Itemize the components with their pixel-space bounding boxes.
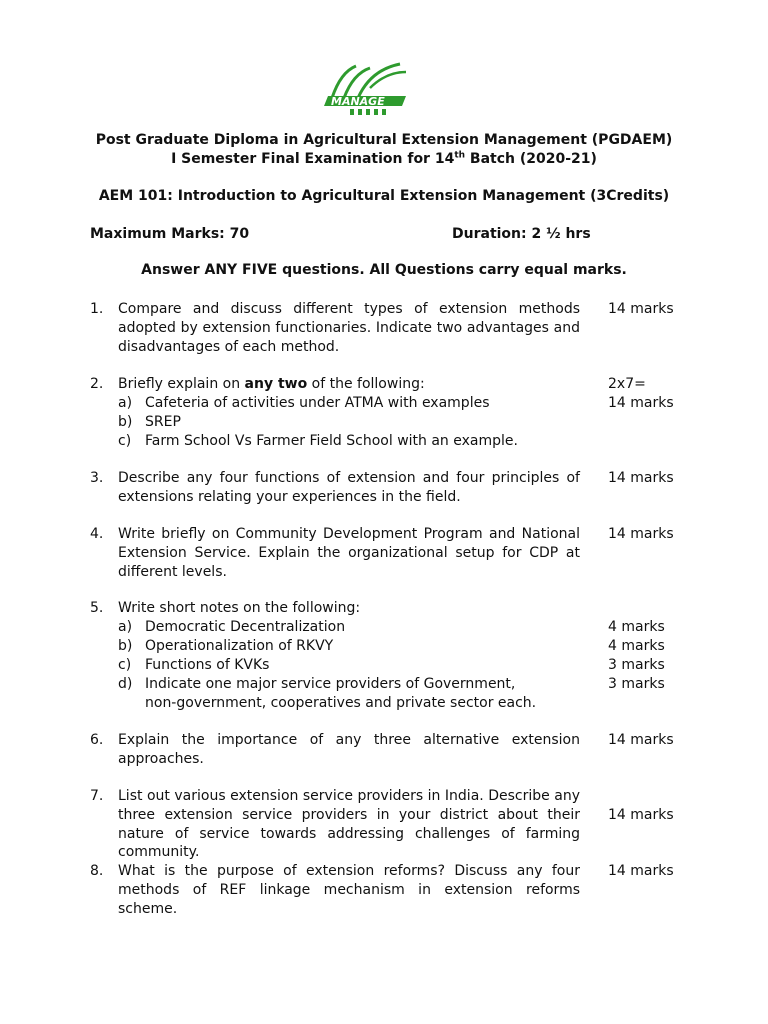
question-marks: 14 marks — [608, 526, 674, 542]
question-text: Briefly explain on any two of the following: — [118, 376, 425, 392]
question-number: 4. — [90, 526, 104, 542]
question-number: 6. — [90, 732, 104, 748]
question-marks: 14 marks — [608, 732, 674, 748]
course-title: AEM 101: Introduction to Agricultural Extension Management (3Credits) — [98, 188, 670, 204]
question-number: 7. — [90, 788, 104, 804]
question-number: 1. — [90, 301, 104, 317]
question-text: Compare and discuss different types of extension methods adopted by extension functionaries. Indicate two advantages and disadvantages of each method. — [118, 301, 580, 355]
program-title: Post Graduate Diploma in Agricultural Extension Management (PGDAEM) — [95, 132, 673, 148]
question-marks: 14 marks — [608, 470, 674, 486]
instruction: Answer ANY FIVE questions. All Questions carry equal marks. — [141, 262, 627, 278]
question-text: Explain the importance of any three alternative extension approaches. — [118, 732, 580, 767]
question-number: 3. — [90, 470, 104, 486]
question-number: 8. — [90, 863, 104, 879]
question-text: Write short notes on the following: — [118, 600, 361, 616]
duration: Duration: 2 ½ hrs — [452, 226, 591, 242]
sub-item-marks: 4 marks — [608, 619, 665, 635]
question-number: 2. — [90, 376, 104, 392]
question-marks: 14 marks — [608, 863, 674, 879]
question-marks: 14 marks — [608, 807, 674, 823]
question-marks: 2x7= — [608, 376, 646, 392]
question-marks: 14 marks — [608, 301, 674, 317]
sub-item-marks: 4 marks — [608, 638, 665, 654]
question-text: Write briefly on Community Development Program and National Extension Service. Explain the organizational setup for CDP at different levels. — [118, 526, 580, 580]
exam-title: I Semester Final Examination for 14th Batch (2020-21) — [171, 150, 597, 167]
question-text: What is the purpose of extension reforms? Discuss any four methods of REF linkage mechanism in extension reforms scheme. — [118, 863, 580, 917]
sub-item-marks: 3 marks — [608, 676, 665, 692]
question-text: List out various extension service providers in India. Describe any three extension service providers in your district about their nature of service towards addressing challenges of farming community. — [118, 788, 580, 861]
sub-item-marks: 3 marks — [608, 657, 665, 673]
manage-logo — [322, 58, 414, 120]
max-marks: Maximum Marks: 70 — [90, 226, 250, 242]
logo-text: MANAGE — [331, 95, 385, 108]
question-number: 5. — [90, 600, 104, 616]
question-marks: 14 marks — [608, 395, 674, 411]
question-text: Describe any four functions of extension and four principles of extensions relating your experiences in the field. — [118, 470, 580, 505]
